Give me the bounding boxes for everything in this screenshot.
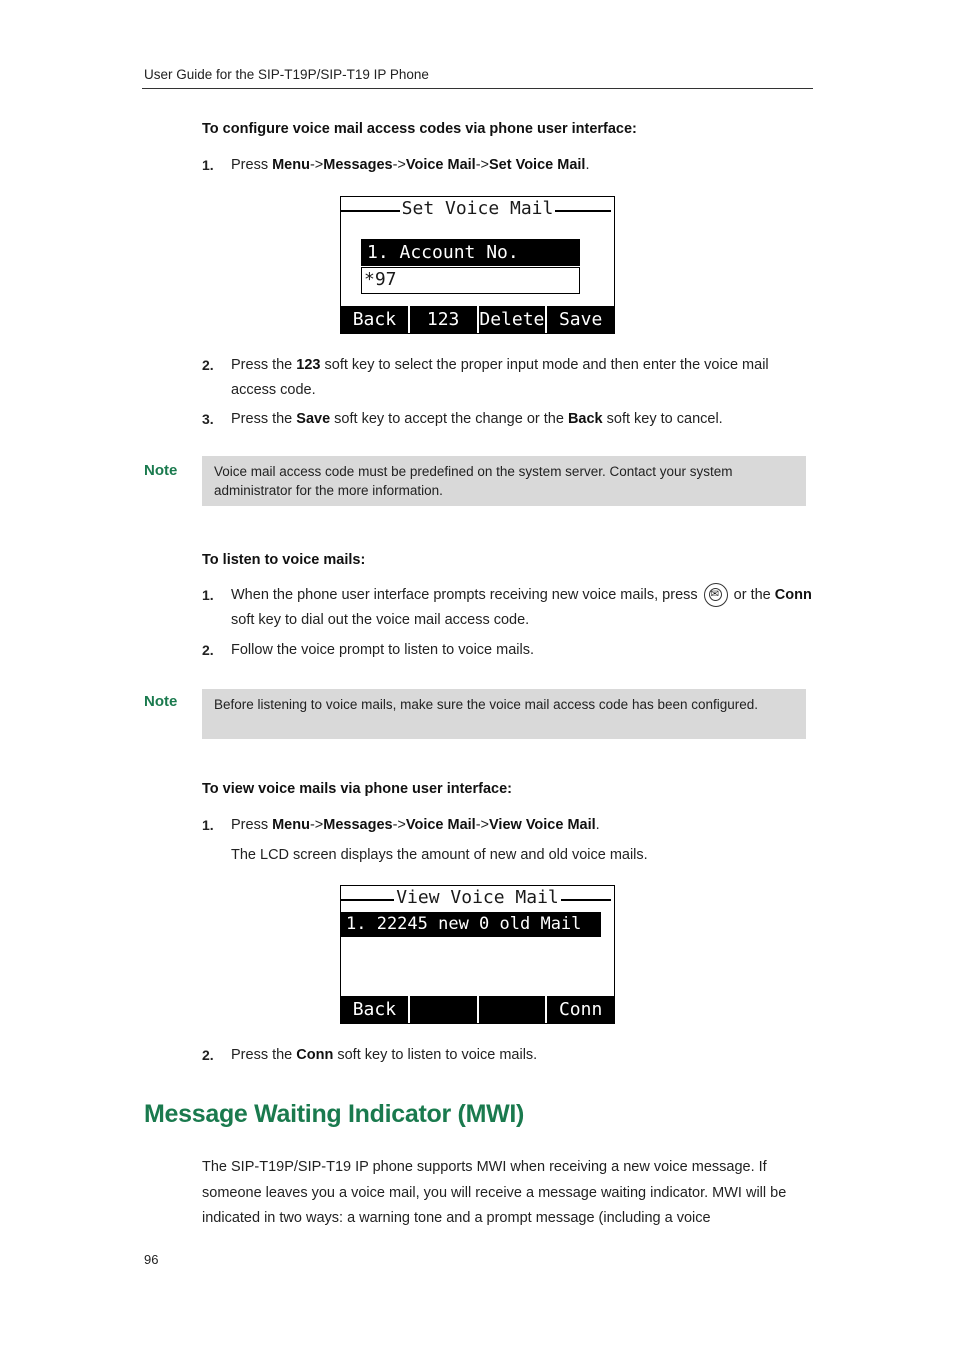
step-text: Press the 123 soft key to select the proper input mode and then enter the voice mail access code. [231,357,769,398]
step-2-listen [202,1043,822,1068]
step-text: Press Menu->Messages->Voice Mail->View Voice Mail. The LCD screen displays the amount of new and old voice mails. [231,813,816,868]
note-box: Before listening to voice mails, make sure the voice mail access code has been configured. [202,689,806,739]
lcd-selected-item: 1. 22245 new 0 old Mail [341,912,601,937]
lcd-selected-item: 1. Account No. [361,239,580,266]
step-text: Press the Conn soft key to listen to voice mails. [231,1047,538,1063]
step-number: 1. [202,817,214,833]
lcd-softkey-bar [341,996,614,1023]
softkey-delete: Delete [477,306,546,333]
softkey-conn: Conn [545,996,614,1023]
softkey-save: Save [545,306,614,333]
step-number: 1. [202,587,214,603]
section-heading-listen: To listen to voice mails: [202,552,366,568]
softkey-empty [408,996,477,1023]
step-1-set-voice-mail [202,153,822,178]
step-number: 1. [202,157,214,173]
page-number: 96 [144,1252,159,1267]
note-box: Voice mail access code must be predefined on the system server. Contact your system administrator for the more information. [202,456,806,506]
step-3-save [202,407,822,432]
header-rule [142,88,813,89]
section-heading-view: To view voice mails via phone user interface: [202,781,512,797]
step-2-input-mode [202,353,822,403]
step-number: 2. [202,642,214,658]
lcd-softkey-bar [341,306,614,333]
step-2-follow-prompt [202,638,822,663]
softkey-empty [477,996,546,1023]
step-1-view-voice-mail [202,813,822,868]
lcd-set-voice-mail [340,196,615,334]
message-key-icon [704,583,728,607]
step-text: When the phone user interface prompts receiving new voice mails, press✉ or the Conn soft key to dial out the voice mail access code. [231,583,816,633]
lcd-view-voice-mail [340,885,615,1024]
running-header: User Guide for the SIP-T19P/SIP-T19 IP Phone [144,67,429,82]
step-text: Follow the voice prompt to listen to voice mails. [231,642,535,658]
softkey-back: Back [352,999,397,1020]
note-label: Note [144,462,178,479]
step-subtext: The LCD screen displays the amount of new and old voice mails. [231,847,648,863]
step-number: 2. [202,1047,214,1063]
section-heading-configure: To configure voice mail access codes via phone user interface: [202,121,637,137]
step-text: Press the Save soft key to accept the change or the Back soft key to cancel. [231,411,723,427]
lcd-title: View Voice Mail [396,887,559,908]
mwi-paragraph: The SIP-T19P/SIP-T19 IP phone supports MWI when receiving a new voice message. If someone leaves you a voice mail, you will receive a message waiting indicator. MWI will be indicated in two ways: a warning tone and a prompt message (including a voice [202,1159,787,1226]
softkey-123: 123 [408,306,477,333]
note-label: Note [144,693,178,710]
step-text: Press Menu->Messages->Voice Mail->Set Voice Mail. [231,157,590,173]
softkey-back: Back [352,309,397,330]
step-number: 2. [202,357,214,373]
lcd-input-field: *97 [361,267,580,294]
step-number: 3. [202,411,214,427]
section-title-mwi: Message Waiting Indicator (MWI) [144,1100,525,1128]
lcd-title: Set Voice Mail [401,198,554,219]
step-1-press-message-key [202,583,822,633]
